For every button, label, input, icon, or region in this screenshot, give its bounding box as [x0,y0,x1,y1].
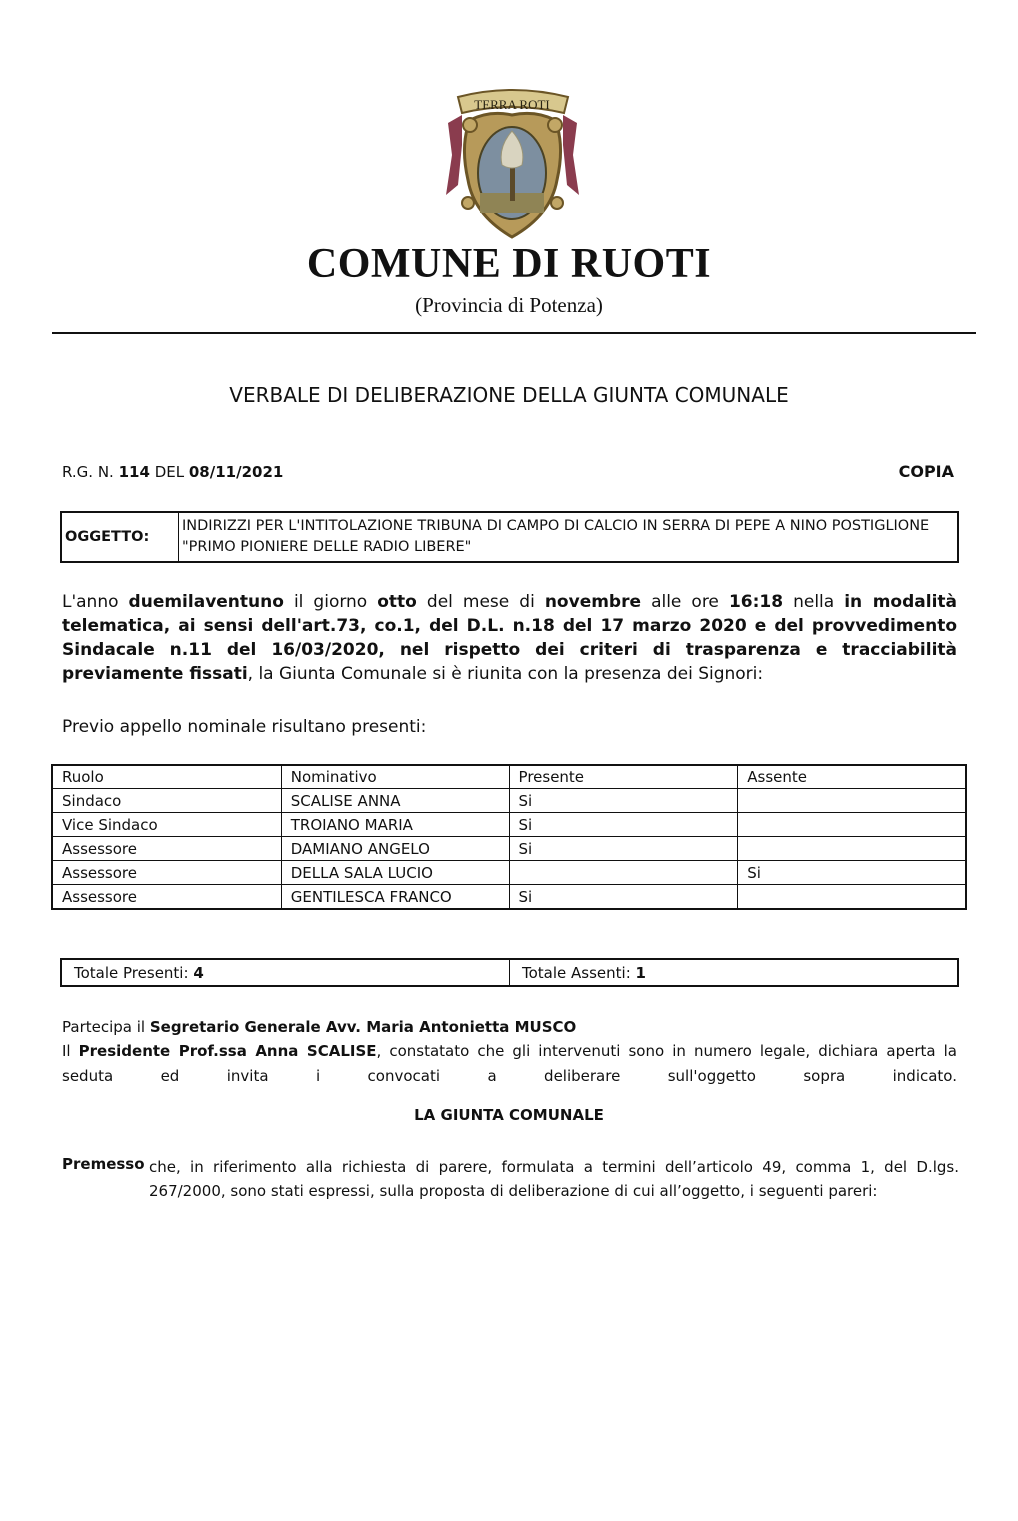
table-cell: Si [738,861,966,885]
intro-text: alle ore [641,592,729,612]
registry-del: DEL [154,463,185,481]
header-cell: Presente [509,765,738,789]
president-prefix: Il [62,1042,79,1060]
table-cell [738,837,966,861]
crest-banner-text: TERRA ROTI [474,97,550,112]
header-cell: Assente [738,765,966,789]
crest-emblem [440,85,585,245]
table-cell: Si [509,837,738,861]
table-cell [509,861,738,885]
header-cell: Nominativo [281,765,509,789]
copy-label: COPIA [898,462,954,481]
intro-text: il giorno [283,592,378,612]
intro-paragraph [62,590,957,686]
document-title: VERBALE DI DELIBERAZIONE DELLA GIUNTA COMUNALE [229,383,789,407]
table-cell: Assessore [52,885,281,910]
attendance-table [51,764,967,910]
table-cell: GENTILESCA FRANCO [281,885,509,910]
table-cell: TROIANO MARIA [281,813,509,837]
totals-present-value: 4 [193,963,204,982]
intro-text: , la Giunta Comunale si è riunita con la presenza dei Signori: [247,664,764,684]
premesso-label: Premesso [62,1155,145,1173]
intro-text: nella [783,592,845,612]
intro-month: novembre [544,592,642,612]
subject-box [60,511,959,563]
table-row [52,885,966,910]
intro-day: otto [377,592,417,612]
totals-box [60,958,959,987]
totals-absent-value: 1 [635,963,646,982]
table-cell: Sindaco [52,789,281,813]
table-cell: DAMIANO ANGELO [281,837,509,861]
secretary-prefix: Partecipa il [62,1018,150,1036]
table-cell [738,885,966,910]
section-heading: LA GIUNTA COMUNALE [414,1106,604,1124]
registry-prefix: R.G. N. [62,463,114,481]
president-text: , constatato che gli intervenuti sono in numero legale, dichiara aperta la seduta ed invita i convocati a deliberare sull'oggetto sopra indicato. [62,1042,958,1085]
registry-line [62,463,283,481]
table-cell: Si [509,885,738,910]
totals-present [61,959,510,986]
registry-number: 114 [118,463,150,481]
header-divider [52,332,976,334]
subject-label: OGGETTO: [61,512,179,562]
totals-absent-label: Totale Assenti: [522,963,631,982]
table-cell: Si [509,789,738,813]
table-cell: Vice Sindaco [52,813,281,837]
table-cell: DELLA SALA LUCIO [281,861,509,885]
table-row [52,861,966,885]
intro-year: duemilaventuno [128,592,284,612]
table-cell [738,789,966,813]
roll-call-text: Previo appello nominale risultano presenti: [62,717,427,737]
table-row [52,813,966,837]
intro-text: del mese di [416,592,545,612]
registry-date: 08/11/2021 [188,463,284,481]
table-row [52,837,966,861]
attendance-header-row [52,765,966,789]
header-cell: Ruolo [52,765,281,789]
totals-present-label: Totale Presenti: [74,963,189,982]
intro-text: L'anno [62,592,129,612]
table-cell: Assessore [52,837,281,861]
table-cell: Si [509,813,738,837]
town-name: COMUNE DI RUOTI [306,241,712,287]
table-cell: SCALISE ANNA [281,789,509,813]
subject-text: INDIRIZZI PER L'INTITOLAZIONE TRIBUNA DI CAMPO DI CALCIO IN SERRA DI PEPE A NINO POSTIGLIONE "PRIMO PIONIERE DELLE RADIO LIBERE" [179,512,959,562]
secretary-name: Segretario Generale Avv. Maria Antonietta MUSCO [149,1018,577,1036]
premesso-text: che, in riferimento alla richiesta di parere, formulata a termini dell’articolo 49, comma 1, del D.lgs. 267/2000, sono stati espressi, sulla proposta di deliberazione di cui all’oggetto, i seguenti pareri: [149,1158,959,1200]
president-name: Presidente Prof.ssa Anna SCALISE [78,1042,377,1060]
table-row [52,789,966,813]
president-paragraph [62,1039,957,1089]
table-cell [738,813,966,837]
totals-absent [510,959,959,986]
table-cell: Assessore [52,861,281,885]
intro-time: 16:18 [728,592,784,612]
province-name: (Provincia di Potenza) [415,293,603,317]
secretary-line [62,1015,957,1040]
intro-modality: in modalità telematica, ai sensi dell'art.73, co.1, del D.L. n.18 del 17 marzo 2020 e del provvedimento Sindacale n.11 del 16/03/2020, nel rispetto dei criteri di trasparenza e tracciabilità previamente fissati [62,592,957,684]
